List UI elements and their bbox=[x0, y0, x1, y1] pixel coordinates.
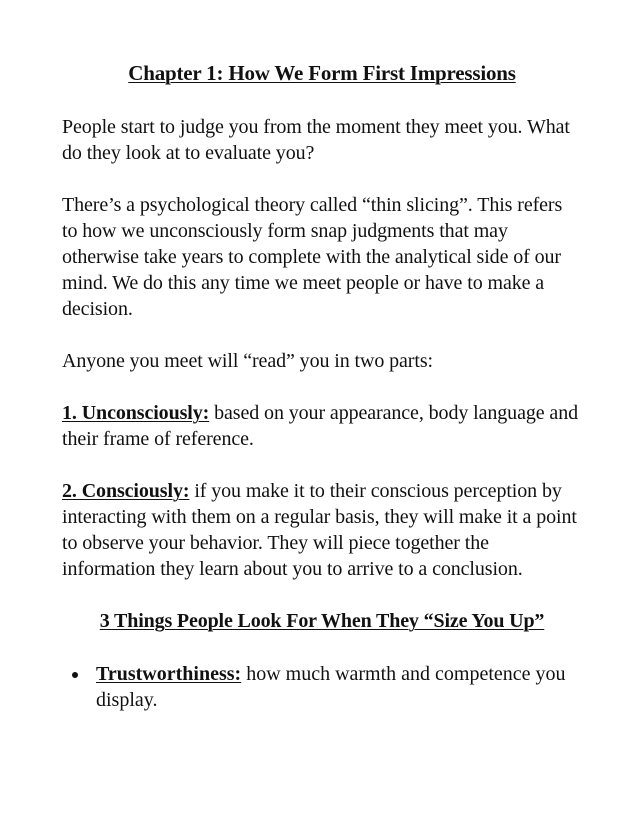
intro-paragraph: People start to judge you from the moment they meet you. What do they look at to evaluate you? bbox=[62, 116, 570, 164]
two-parts-paragraph: Anyone you meet will “read” you in two parts: bbox=[62, 350, 433, 372]
chapter-title: Chapter 1: How We Form First Impressions bbox=[128, 61, 516, 85]
document-page bbox=[62, 58, 582, 713]
conscious-part-paragraph bbox=[62, 478, 582, 582]
unconscious-term: 1. Unconsciously: bbox=[62, 402, 210, 424]
unconscious-description: based on your appearance, body language and their frame of reference. bbox=[62, 402, 579, 450]
trustworthiness-description: how much warmth and competence you display. bbox=[96, 663, 566, 711]
bullet-list bbox=[62, 661, 582, 713]
conscious-term: 2. Consciously: bbox=[62, 480, 190, 502]
section-title: 3 Things People Look For When They “Size You Up” bbox=[99, 610, 545, 632]
conscious-description: if you make it to their conscious perception by interacting with them on a regular basis, they will make it a point to observe your behavior. They will piece together the information they learn about you to arrive to a conclusion. bbox=[62, 480, 577, 580]
unconscious-part-paragraph bbox=[62, 400, 582, 452]
trustworthiness-term: Trustworthiness: bbox=[96, 663, 242, 685]
bullet-dot-icon bbox=[72, 672, 78, 678]
thin-slicing-paragraph: There’s a psychological theory called “thin slicing”. This refers to how we unconsciously form snap judgments that may otherwise take years to complete with the analytical side of our mind. We do this any time we meet people or have to make a decision. bbox=[62, 194, 563, 320]
bullet-item-trustworthiness bbox=[62, 661, 582, 713]
